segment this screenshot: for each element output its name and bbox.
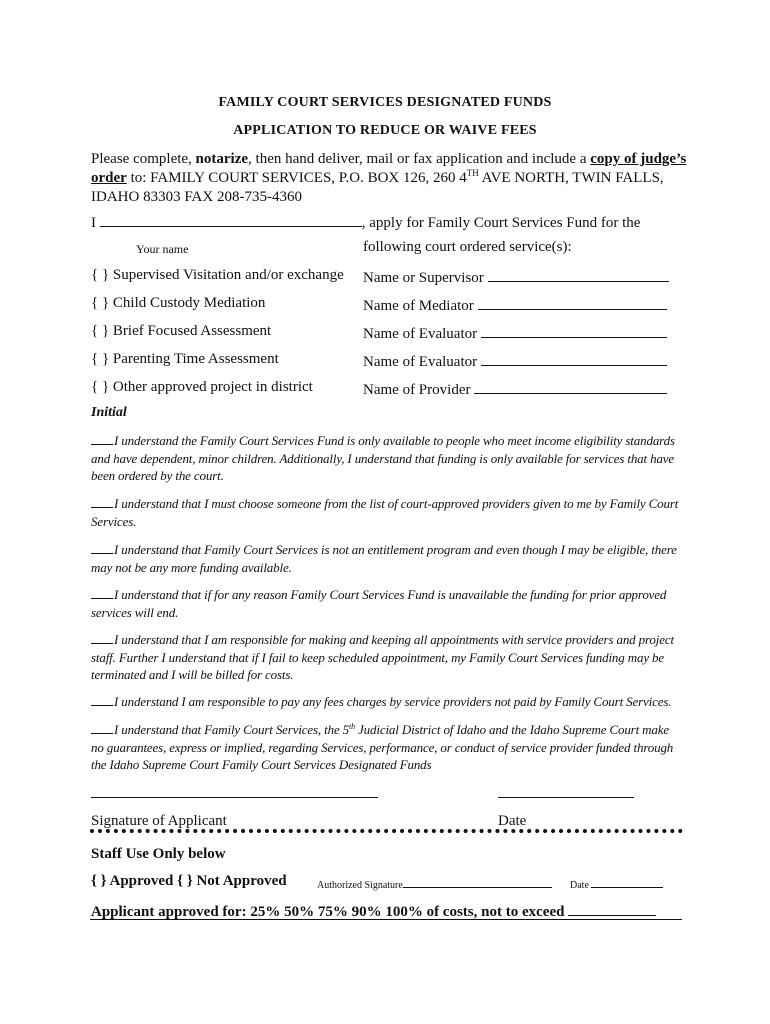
instructions-text-1: Please complete, (91, 151, 196, 167)
acknowledgement-text: I understand that if for any reason Family Court Services Fund is unavailable the funding for prior approved services will end. (91, 587, 667, 620)
signature-date-label: Date (498, 813, 527, 829)
acknowledgement-not-entitlement (91, 541, 681, 576)
approved-percentage-label: Applicant approved for: 25% 50% 75% 90% 100% of costs, not to exceed (91, 904, 565, 920)
mediator-name-field[interactable] (478, 295, 667, 310)
acknowledgement-fees (91, 693, 681, 711)
initial-field[interactable] (91, 495, 113, 508)
provider-label: Name of Provider (363, 382, 471, 398)
provider-label: Name or Supervisor (363, 270, 484, 286)
not-to-exceed-field[interactable] (568, 901, 656, 916)
signature-of-applicant-label: Signature of Applicant (91, 813, 227, 829)
ordinal-superscript: TH (466, 168, 479, 178)
evaluator-name-row-2 (363, 351, 667, 371)
staff-use-heading: Staff Use Only below (91, 846, 226, 862)
acknowledgement-text: I understand that Family Court Services is not an entitlement program and even though I may be eligible, there may not be any more funding available. (91, 542, 677, 575)
section-divider (90, 829, 683, 833)
acknowledgement-provider-list (91, 495, 681, 530)
approved-checkbox[interactable]: { } Approved (91, 873, 174, 889)
your-name-caption: Your name (136, 242, 189, 256)
initial-heading: Initial (91, 405, 127, 420)
instructions-text-4: AVE NORTH, TWIN FALLS, IDAHO 83303 FAX 208-735-4360 (91, 170, 664, 205)
form-title: FAMILY COURT SERVICES DESIGNATED FUNDS (218, 95, 552, 110)
ordinal-superscript: th (349, 722, 355, 731)
applicant-line (91, 212, 640, 232)
provider-label: Name of Mediator (363, 298, 474, 314)
copy-of-judges-order-emphasis: copy of judge’s order (91, 151, 687, 186)
initial-field[interactable] (91, 586, 113, 599)
applicant-signature-line[interactable] (91, 797, 378, 798)
following-services-label: following court ordered service(s): (363, 239, 572, 255)
acknowledgement-text: I understand that I am responsible for making and keeping all appointments with service providers and project staff. Further I understand that if I fail to keep scheduled appointment, my Family Court Services funding may be terminated and I will be billed for costs. (91, 632, 674, 682)
not-approved-checkbox[interactable]: { } Not Approved (177, 873, 287, 889)
service-option-other-approved-project[interactable]: { } Other approved project in district (91, 379, 313, 395)
authorized-signature-row (317, 877, 552, 891)
initial-field[interactable] (91, 721, 113, 734)
form-subtitle: APPLICATION TO REDUCE OR WAIVE FEES (233, 123, 537, 138)
approval-status-row (91, 873, 287, 890)
provider-label: Name of Evaluator (363, 326, 478, 342)
signature-date-line[interactable] (498, 797, 634, 798)
instructions-text-3: to: FAMILY COURT SERVICES, P.O. BOX 126, 260 4 (126, 170, 467, 186)
evaluator-name-field-1[interactable] (481, 323, 667, 338)
provider-name-field[interactable] (474, 379, 667, 394)
service-option-brief-focused-assessment[interactable]: { } Brief Focused Assessment (91, 323, 272, 339)
applicant-name-field[interactable] (100, 212, 362, 227)
staff-date-field[interactable] (591, 877, 663, 888)
initial-field[interactable] (91, 432, 113, 445)
bottom-rule (90, 919, 682, 920)
acknowledgement-funding-end (91, 586, 681, 621)
supervisor-name-row (363, 267, 669, 287)
initial-field[interactable] (91, 631, 113, 644)
acknowledgement-appointments (91, 631, 681, 684)
acknowledgement-text: I understand I am responsible to pay any fees charges by service providers not paid by Family Court Services. (114, 694, 672, 709)
evaluator-name-row-1 (363, 323, 667, 343)
acknowledgement-text: I understand the Family Court Services Fund is only available to people who meet income eligibility standards and have dependent, minor children. Additionally, I understand that funding is only available for services that have been ordered by the court. (91, 433, 675, 483)
evaluator-name-field-2[interactable] (481, 351, 667, 366)
staff-date-label: Date (570, 880, 589, 891)
notarize-emphasis: notarize (195, 151, 249, 167)
initial-field[interactable] (91, 693, 113, 706)
applicant-suffix: , apply for Family Court Services Fund for the (361, 215, 641, 231)
instructions-paragraph (91, 150, 691, 207)
supervisor-name-field[interactable] (488, 267, 669, 282)
provider-label: Name of Evaluator (363, 354, 478, 370)
acknowledgement-no-guarantees (91, 721, 681, 774)
acknowledgement-text: I understand that Family Court Services, the 5 (114, 722, 350, 737)
service-option-child-custody-mediation[interactable]: { } Child Custody Mediation (91, 295, 266, 311)
applicant-prefix: I (91, 215, 96, 231)
mediator-name-row (363, 295, 667, 315)
service-option-parenting-time-assessment[interactable]: { } Parenting Time Assessment (91, 351, 279, 367)
staff-date-row (570, 877, 663, 891)
service-option-supervised-visitation[interactable]: { } Supervised Visitation and/or exchange (91, 267, 344, 283)
authorized-signature-label: Authorized Signature (317, 880, 403, 891)
authorized-signature-field[interactable] (403, 877, 552, 888)
acknowledgement-text: Judicial District of Idaho and the Idaho Supreme Court make no guarantees, express or implied, regarding Services, performance, or conduct of service provider funded through the Idaho Supreme Court Family Court Services Designated Funds (91, 722, 674, 772)
provider-name-row (363, 379, 667, 399)
instructions-text-2: , then hand deliver, mail or fax application and include a (248, 151, 591, 167)
initial-field[interactable] (91, 541, 113, 554)
approved-percentage-row (91, 901, 656, 921)
acknowledgement-text: I understand that I must choose someone from the list of court-approved providers given to me by Family Court Services. (91, 496, 679, 529)
acknowledgement-eligibility (91, 432, 681, 485)
